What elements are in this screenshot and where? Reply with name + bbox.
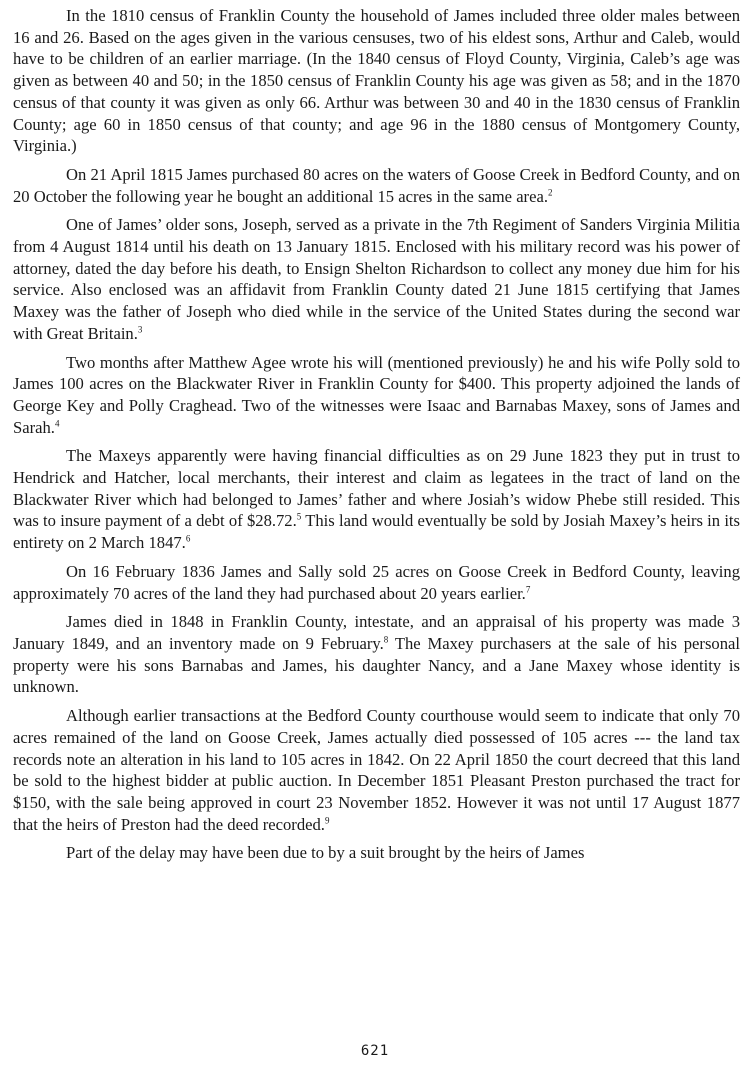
paragraph-blackwater-purchase bbox=[13, 352, 740, 439]
paragraph-text: In the 1810 census of Franklin County the household of James included three older males between 16 and 26. Based on the ages given in the various censuses, two of his eldest sons, Arthur and Caleb, would have to be children of an earlier marriage. (In the 1840 census of Floyd County, Virginia, Caleb’s age was given as between 40 and 50; in the 1850 census of Franklin County his age was given as 58; and in the 1870 census of that county it was given as only 66. Arthur was between 30 and 40 in the 1830 census of Franklin County; age 60 in 1850 census of that county; and age 96 in the 1880 census of Montgomery County, Virginia.) bbox=[13, 6, 740, 156]
paragraph-text: Although earlier transactions at the Bedford County courthouse would seem to indicate that only 70 acres remained of the land on Goose Creek, James actually died possessed of 105 acres --- the land tax records note an alteration in his land to 105 acres in 1842. On 22 April 1850 the court decreed that this land be sold to the highest bidder at public auction. In December 1851 Pleasant Preston purchased the tract for $150, with the sale being approved in court 23 November 1852. However it was not until 17 August 1877 that the heirs of Preston had the deed recorded. bbox=[13, 706, 740, 834]
paragraph-financial-difficulties bbox=[13, 445, 740, 554]
footnote-marker: 7 bbox=[525, 584, 531, 595]
paragraph-text: Part of the delay may have been due to by a suit brought by the heirs of James bbox=[66, 843, 585, 863]
paragraph-joseph-militia bbox=[13, 214, 740, 344]
footnote-marker: 5 bbox=[296, 511, 302, 522]
paragraph-text: This land would eventually be sold by Josiah Maxey’s heirs in its entirety on 2 March 1847. bbox=[13, 511, 741, 553]
footnote-marker: 9 bbox=[324, 815, 330, 826]
paragraph-text: On 16 February 1836 James and Sally sold 25 acres on Goose Creek in Bedford County, leaving approximately 70 acres of the land they had purchased about 20 years earlier. bbox=[13, 561, 740, 603]
paragraph-delay-suit bbox=[13, 842, 740, 864]
document-page bbox=[13, 5, 740, 871]
paragraph-james-death bbox=[13, 611, 740, 698]
footnote-marker: 2 bbox=[547, 187, 553, 198]
footnote-marker: 3 bbox=[137, 324, 143, 335]
paragraph-goose-creek-sale bbox=[13, 561, 740, 604]
paragraph-goose-creek-purchase bbox=[13, 164, 740, 207]
footnote-marker: 8 bbox=[383, 634, 389, 645]
paragraph-text: On 21 April 1815 James purchased 80 acres on the waters of Goose Creek in Bedford County, and on 20 October the following year he bought an additional 15 acres in the same area. bbox=[13, 164, 740, 206]
paragraph-text: One of James’ older sons, Joseph, served as a private in the 7th Regiment of Sanders Virginia Militia from 4 August 1814 until his death on 13 January 1815. Enclosed with his military record was his power of attorney, dated the day before his death, to Ensign Shelton Richardson to collect any money due him for his service. Also enclosed was an affidavit from Franklin County dated 21 June 1815 certifying that James Maxey was the father of Joseph who died while in the service of the United States during the second war with Great Britain. bbox=[13, 215, 740, 343]
paragraph-text: The Maxeys apparently were having financial difficulties as on 29 June 1823 they put in trust to Hendrick and Hatcher, local merchants, their interest and claim as legatees in the tract of land on the Blackwater River which had belonged to James’ father and where Josiah’s widow Phebe still resided. This was to insure payment of a debt of $28.72. bbox=[13, 446, 740, 531]
paragraph-text: The Maxey purchasers at the sale of his personal property were his sons Barnabas and James, his daughter Nancy, and a Jane Maxey whose identity is unknown. bbox=[13, 633, 740, 697]
footnote-marker: 4 bbox=[54, 418, 60, 429]
paragraph-land-auction bbox=[13, 705, 740, 835]
footnote-marker: 6 bbox=[185, 533, 191, 544]
page-number: 621 bbox=[360, 1043, 390, 1059]
paragraph-text: Two months after Matthew Agee wrote his will (mentioned previously) he and his wife Polly sold to James 100 acres on the Blackwater River in Franklin County for $400. This property adjoined the lands of George Key and Polly Craghead. Two of the witnesses were Isaac and Barnabas Maxey, sons of James and Sarah. bbox=[13, 352, 740, 437]
paragraph-text: James died in 1848 in Franklin County, intestate, and an appraisal of his property was made 3 January 1849, and an inventory made on 9 February. bbox=[13, 612, 740, 653]
paragraph-1910-census bbox=[13, 5, 740, 157]
